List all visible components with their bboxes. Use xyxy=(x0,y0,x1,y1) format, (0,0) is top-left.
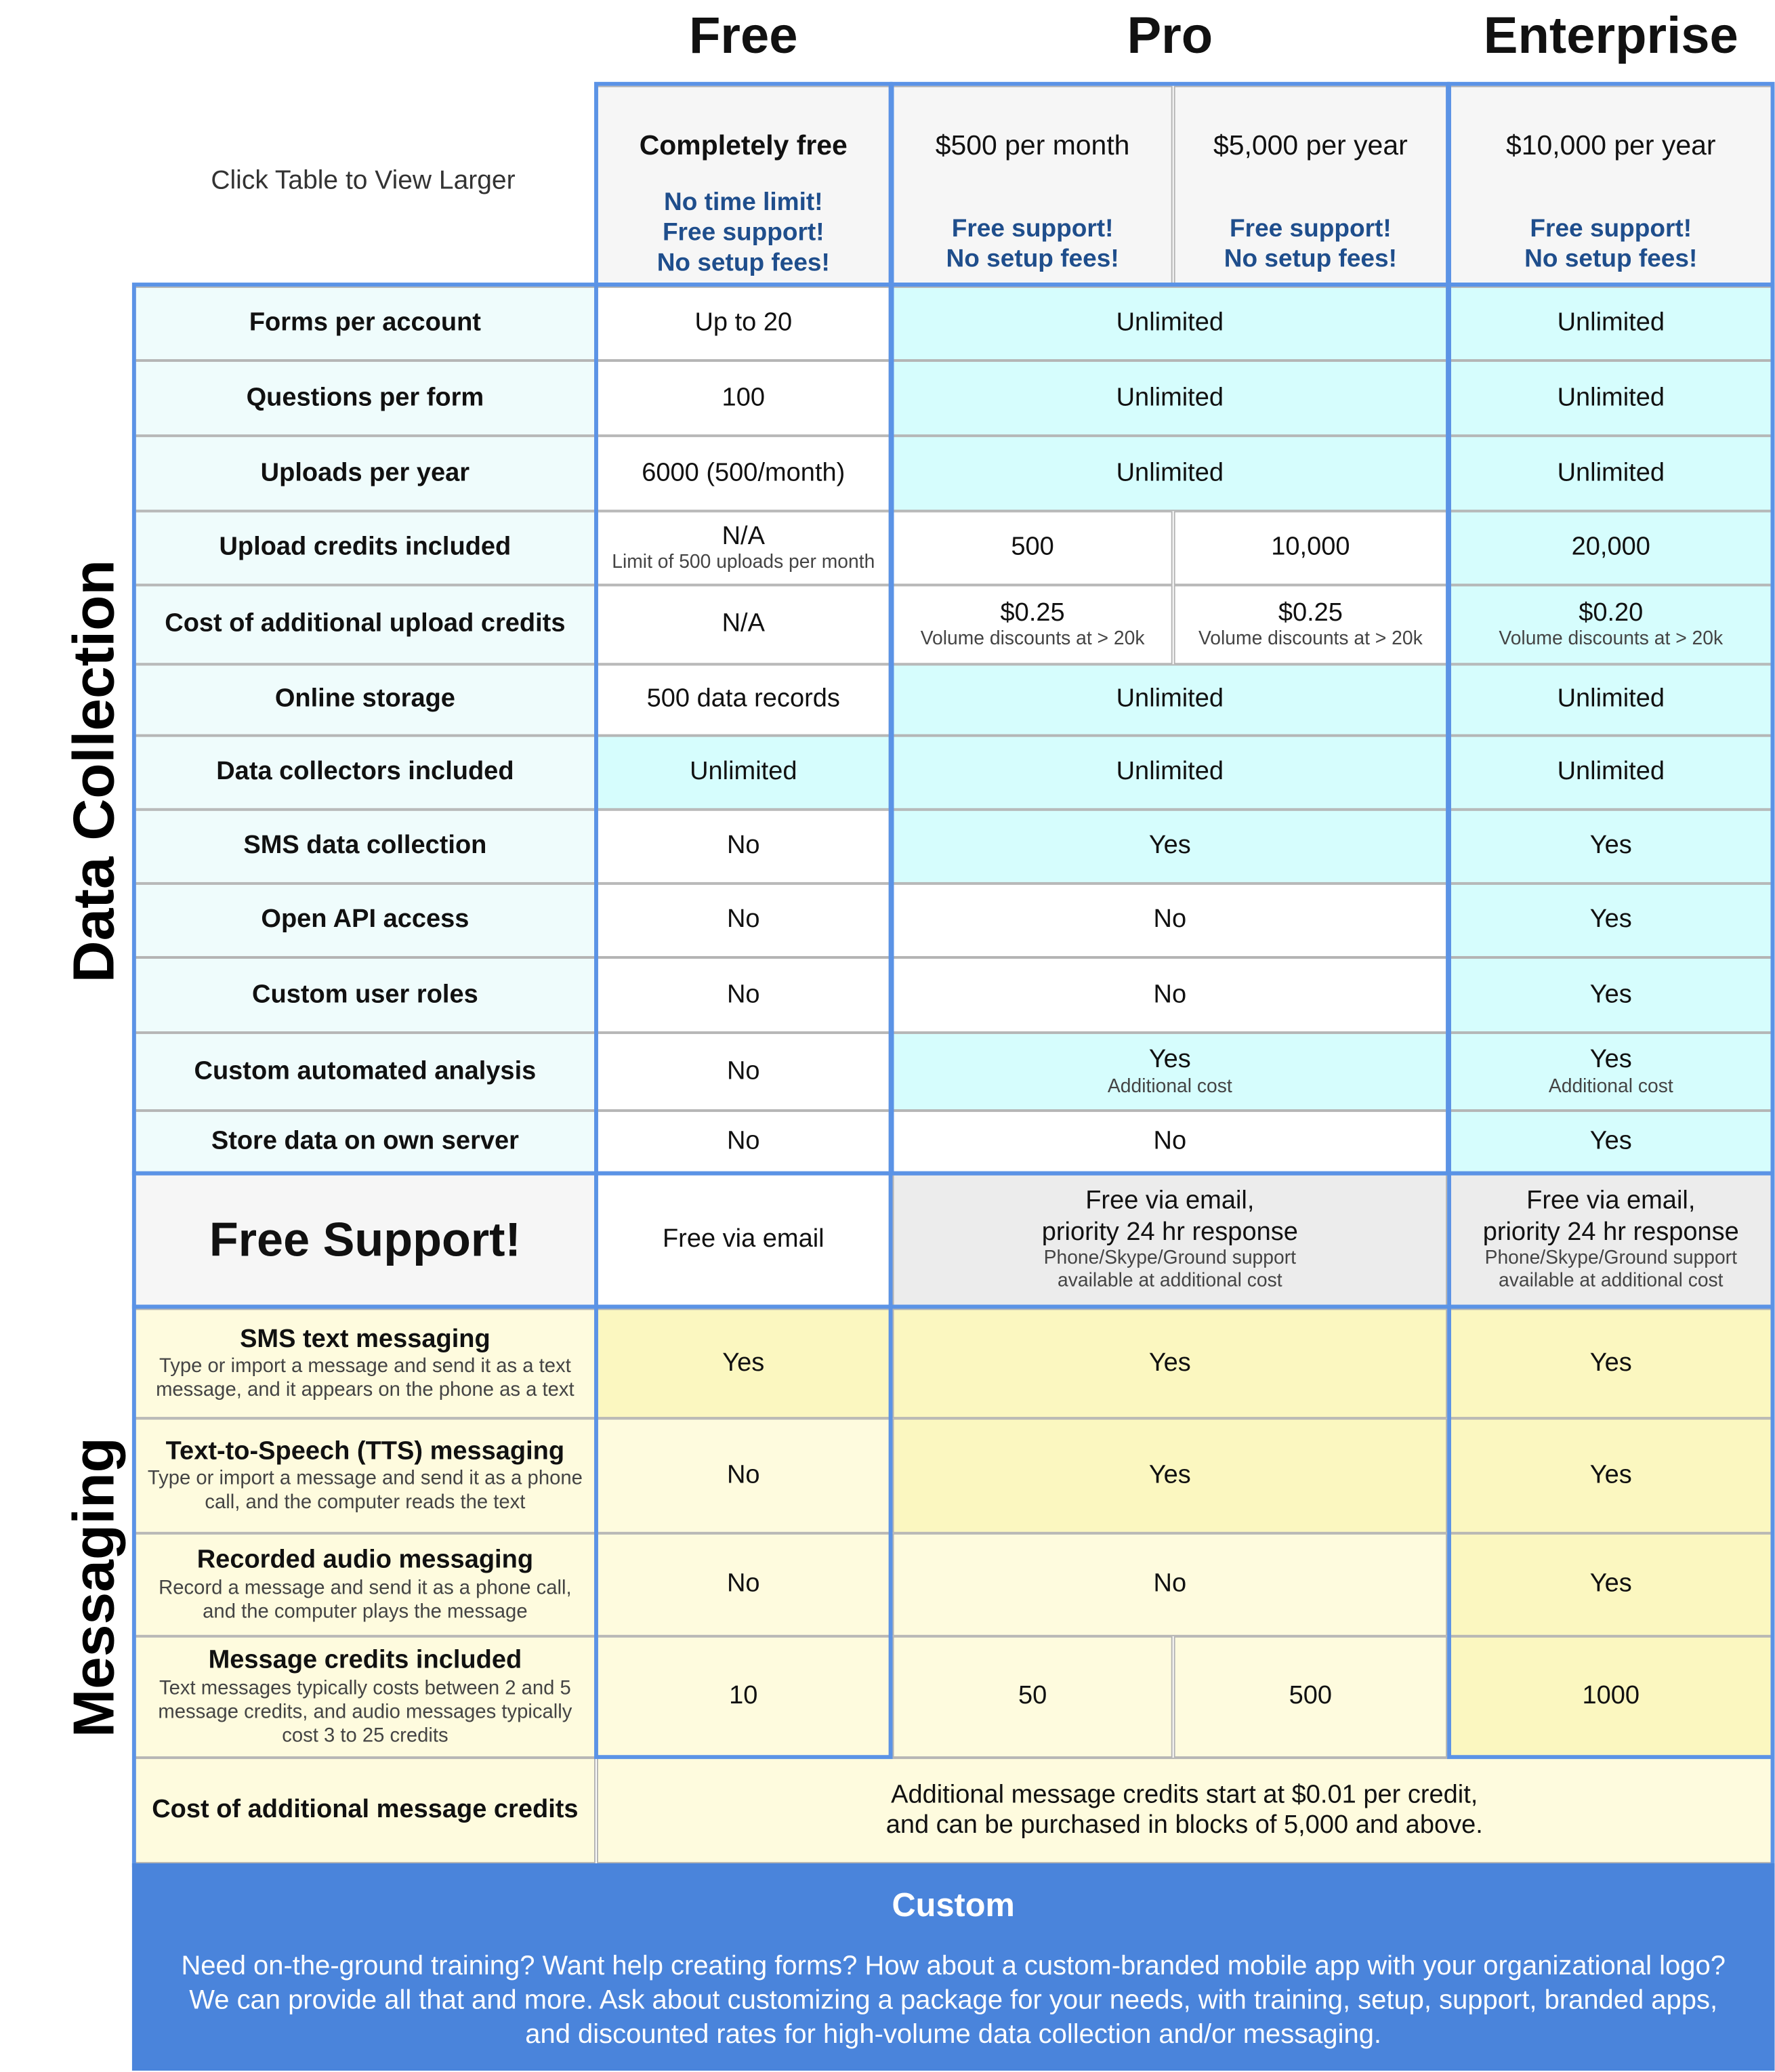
analysis-enterprise-note: Additional cost xyxy=(1548,1075,1673,1097)
audio-enterprise: Yes xyxy=(1450,1533,1772,1636)
row-label-collectors: Data collectors included xyxy=(135,736,596,810)
uploads-free: 6000 (500/month) xyxy=(597,436,890,511)
row-label-roles: Custom user roles xyxy=(135,957,596,1033)
sms-messaging-enterprise: Yes xyxy=(1450,1308,1772,1418)
support-pro-note1: Phone/Skype/Ground support xyxy=(1043,1247,1296,1269)
additional-credits-enterprise-note: Volume discounts at > 20k xyxy=(1499,628,1724,650)
upload-credits-pro-monthly: 500 xyxy=(893,511,1173,585)
support-free: Free via email xyxy=(597,1174,890,1306)
section-data-collection-label: Data Collection xyxy=(62,560,127,983)
custom-line1: Need on-the-ground training? Want help creating forms? How about a custom-branded mobile app with your organizational logo? xyxy=(181,1950,1726,1981)
audio-desc1: Record a message and send it as a phone call, xyxy=(159,1576,572,1599)
questions-pro: Unlimited xyxy=(893,360,1448,436)
support-pro xyxy=(893,1174,1448,1306)
uploads-pro: Unlimited xyxy=(893,436,1448,511)
perk-pro-yearly-2: No setup fees! xyxy=(1224,245,1397,274)
storage-pro: Unlimited xyxy=(893,664,1448,735)
plan-free-heading: Free xyxy=(688,7,798,65)
row-label-additional-message-credits: Cost of additional message credits xyxy=(135,1758,596,1863)
additional-credits-pro-yearly-note: Volume discounts at > 20k xyxy=(1198,628,1423,650)
api-pro: No xyxy=(893,884,1448,957)
additional-credits-enterprise-value: $0.20 xyxy=(1579,598,1644,627)
price-enterprise: $10,000 per year xyxy=(1506,130,1716,161)
additional-credits-pro-monthly-note: Volume discounts at > 20k xyxy=(920,628,1145,650)
tts-pro: Yes xyxy=(893,1418,1448,1533)
row-label-forms: Forms per account xyxy=(135,287,596,360)
additional-credits-enterprise xyxy=(1450,585,1772,664)
audio-free: No xyxy=(597,1533,890,1636)
upload-credits-enterprise: 20,000 xyxy=(1450,511,1772,585)
tts-desc1: Type or import a message and send it as a phone xyxy=(147,1467,583,1490)
upload-credits-free-note: Limit of 500 uploads per month xyxy=(612,552,875,573)
price-pro-yearly-cell xyxy=(1174,86,1447,284)
price-pro-yearly: $5,000 per year xyxy=(1213,130,1408,161)
sms-messaging-desc1: Type or import a message and send it as a text xyxy=(159,1355,571,1378)
forms-enterprise: Unlimited xyxy=(1450,287,1772,360)
custom-title: Custom xyxy=(892,1887,1015,1924)
server-pro: No xyxy=(893,1111,1448,1173)
additional-message-credits-line1: Additional message credits start at $0.01 per credit, xyxy=(891,1779,1478,1809)
price-pro-monthly: $500 per month xyxy=(935,130,1130,161)
storage-enterprise: Unlimited xyxy=(1450,664,1772,735)
upload-credits-pro-yearly: 10,000 xyxy=(1174,511,1447,585)
analysis-enterprise xyxy=(1450,1033,1772,1111)
server-free: No xyxy=(597,1111,890,1173)
server-enterprise: Yes xyxy=(1450,1111,1772,1173)
additional-credits-pro-yearly-value: $0.25 xyxy=(1278,598,1343,627)
row-label-upload-credits: Upload credits included xyxy=(135,511,596,585)
analysis-enterprise-value: Yes xyxy=(1589,1044,1632,1074)
sms-messaging-desc2: message, and it appears on the phone as a text xyxy=(156,1379,575,1402)
roles-pro: No xyxy=(893,957,1448,1033)
row-label-questions: Questions per form xyxy=(135,360,596,436)
message-credits-free: 10 xyxy=(597,1636,890,1758)
upload-credits-free-value: N/A xyxy=(722,521,765,550)
row-label-message-credits xyxy=(135,1636,596,1758)
support-heading: Free Support! xyxy=(135,1174,596,1306)
sms-collection-enterprise: Yes xyxy=(1450,810,1772,884)
message-credits-title: Message credits included xyxy=(208,1646,522,1675)
additional-message-credits-line2: and can be purchased in blocks of 5,000 and above. xyxy=(885,1810,1483,1840)
row-label-tts xyxy=(135,1418,596,1533)
api-free: No xyxy=(597,884,890,957)
perk-enterprise-1: Free support! xyxy=(1530,215,1692,243)
audio-pro: No xyxy=(893,1533,1448,1636)
roles-enterprise: Yes xyxy=(1450,957,1772,1033)
questions-free: 100 xyxy=(597,360,890,436)
support-enterprise-line2: priority 24 hr response xyxy=(1482,1217,1739,1247)
message-credits-pro-monthly: 50 xyxy=(893,1636,1173,1758)
row-label-analysis: Custom automated analysis xyxy=(135,1033,596,1111)
audio-desc2: and the computer plays the message xyxy=(203,1600,528,1623)
analysis-pro-value: Yes xyxy=(1148,1044,1191,1074)
message-credits-enterprise: 1000 xyxy=(1450,1636,1772,1758)
support-pro-note2: available at additional cost xyxy=(1058,1270,1282,1292)
row-label-api: Open API access xyxy=(135,884,596,957)
price-free: Completely free xyxy=(639,130,848,161)
message-credits-desc1: Text messages typically costs between 2 and 5 xyxy=(159,1676,571,1699)
row-label-uploads: Uploads per year xyxy=(135,436,596,511)
perk-pro-monthly-1: Free support! xyxy=(951,215,1114,243)
support-enterprise-note2: available at additional cost xyxy=(1499,1270,1724,1292)
price-free-cell xyxy=(597,86,890,284)
support-enterprise-line1: Free via email, xyxy=(1526,1186,1696,1216)
perk-free-2: Free support! xyxy=(662,219,824,247)
row-label-server: Store data on own server xyxy=(135,1111,596,1173)
collectors-pro: Unlimited xyxy=(893,736,1448,810)
message-credits-pro-yearly: 500 xyxy=(1174,1636,1447,1758)
api-enterprise: Yes xyxy=(1450,884,1772,957)
analysis-pro-note: Additional cost xyxy=(1107,1075,1232,1097)
sms-messaging-free: Yes xyxy=(597,1308,890,1418)
additional-credits-pro-yearly xyxy=(1174,585,1447,664)
row-label-audio xyxy=(135,1533,596,1636)
price-enterprise-cell xyxy=(1450,86,1772,284)
support-pro-line1: Free via email, xyxy=(1085,1186,1255,1216)
additional-credits-free: N/A xyxy=(597,585,890,664)
upload-credits-free xyxy=(597,511,890,585)
forms-free: Up to 20 xyxy=(597,287,890,360)
analysis-pro xyxy=(893,1033,1448,1111)
sms-collection-pro: Yes xyxy=(893,810,1448,884)
tts-enterprise: Yes xyxy=(1450,1418,1772,1533)
perk-pro-monthly-2: No setup fees! xyxy=(946,245,1119,274)
tts-free: No xyxy=(597,1418,890,1533)
forms-pro: Unlimited xyxy=(893,287,1448,360)
collectors-enterprise: Unlimited xyxy=(1450,736,1772,810)
additional-credits-pro-monthly-value: $0.25 xyxy=(1000,598,1065,627)
uploads-enterprise: Unlimited xyxy=(1450,436,1772,511)
additional-credits-pro-monthly xyxy=(893,585,1173,664)
roles-free: No xyxy=(597,957,890,1033)
support-enterprise xyxy=(1450,1174,1772,1306)
plan-pro-heading: Pro xyxy=(1127,7,1213,65)
row-label-additional-upload-credits: Cost of additional upload credits xyxy=(135,585,596,664)
sms-collection-free: No xyxy=(597,810,890,884)
perk-free-3: No setup fees! xyxy=(656,249,830,277)
section-messaging-label: Messaging xyxy=(62,1437,127,1738)
perk-enterprise-2: No setup fees! xyxy=(1524,245,1698,274)
storage-free: 500 data records xyxy=(597,664,890,735)
tts-desc2: call, and the computer reads the text xyxy=(205,1491,526,1514)
custom-line2: We can provide all that and more. Ask about customizing a package for your needs, with training, setup, support, branded apps, xyxy=(189,1985,1718,2016)
questions-enterprise: Unlimited xyxy=(1450,360,1772,436)
support-enterprise-note1: Phone/Skype/Ground support xyxy=(1484,1247,1737,1269)
row-label-sms-collection: SMS data collection xyxy=(135,810,596,884)
message-credits-desc3: cost 3 to 25 credits xyxy=(282,1724,448,1747)
click-to-enlarge-hint[interactable]: Click Table to View Larger xyxy=(211,166,516,196)
tts-title: Text-to-Speech (TTS) messaging xyxy=(165,1436,565,1466)
price-pro-monthly-cell xyxy=(893,86,1173,284)
custom-package-banner[interactable] xyxy=(132,1863,1775,2071)
message-credits-desc2: message credits, and audio messages typically xyxy=(158,1700,572,1723)
additional-message-credits-all xyxy=(597,1758,1772,1863)
row-label-sms-messaging xyxy=(135,1308,596,1418)
plan-enterprise-heading: Enterprise xyxy=(1483,7,1738,65)
audio-title: Recorded audio messaging xyxy=(196,1545,534,1575)
collectors-free: Unlimited xyxy=(597,736,890,810)
analysis-free: No xyxy=(597,1033,890,1111)
custom-line3: and discounted rates for high-volume data collection and/or messaging. xyxy=(525,2019,1382,2050)
sms-messaging-pro: Yes xyxy=(893,1308,1448,1418)
sms-messaging-title: SMS text messaging xyxy=(240,1324,490,1354)
support-pro-line2: priority 24 hr response xyxy=(1041,1217,1298,1247)
perk-free-1: No time limit! xyxy=(664,189,823,217)
perk-pro-yearly-1: Free support! xyxy=(1230,215,1392,243)
row-label-storage: Online storage xyxy=(135,664,596,735)
